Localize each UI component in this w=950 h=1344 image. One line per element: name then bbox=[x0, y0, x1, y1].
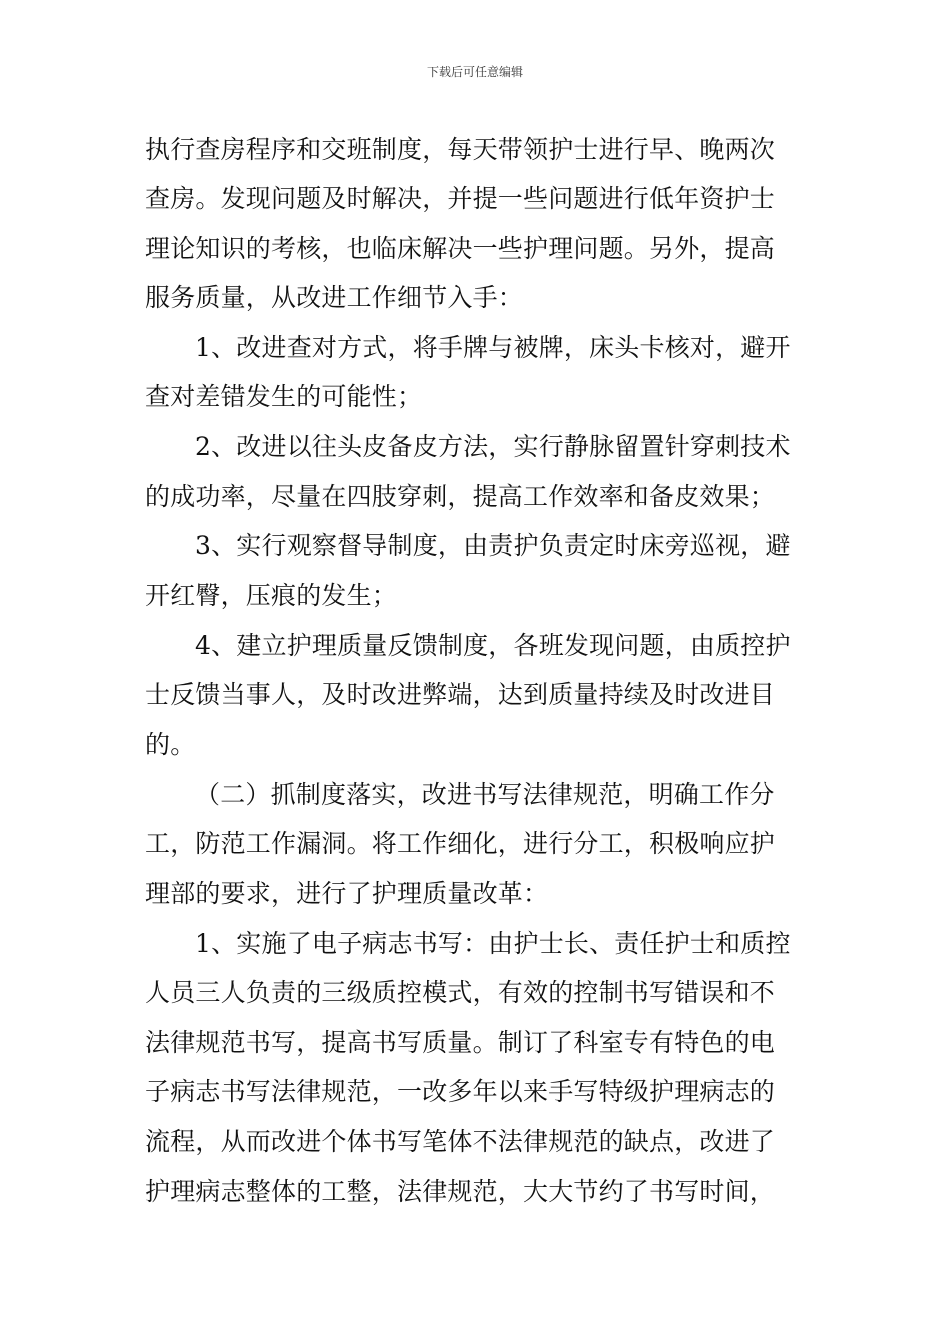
text-line: 士反馈当事人，及时改进弊端，达到质量持续及时改进目 bbox=[145, 680, 776, 709]
page-header: 下载后可任意编辑 bbox=[426, 65, 523, 79]
text-line: 工，防范工作漏洞。将工作细化，进行分工，积极响应护 bbox=[145, 829, 776, 858]
text-line: 开红臀，压痕的发生； bbox=[145, 581, 398, 610]
text-line: 的。 bbox=[145, 730, 196, 759]
text-line: 理部的要求，进行了护理质量改革： bbox=[145, 879, 549, 908]
text-line: 子病志书写法律规范，一改多年以来手写特级护理病志的 bbox=[145, 1077, 776, 1106]
text-line: 3、实行观察督导制度，由责护负责定时床旁巡视，避 bbox=[195, 531, 791, 560]
text-line: 查房。发现问题及时解决，并提一些问题进行低年资护士 bbox=[145, 184, 776, 213]
text-line: 4、建立护理质量反馈制度，各班发现问题，由质控护 bbox=[195, 631, 791, 660]
text-line: 1、改进查对方式，将手牌与被牌，床头卡核对，避开 bbox=[195, 333, 791, 362]
text-line: （二）抓制度落实，改进书写法律规范，明确工作分 bbox=[195, 780, 775, 809]
text-line: 法律规范书写，提高书写质量。制订了科室专有特色的电 bbox=[145, 1028, 776, 1057]
text-line: 理论知识的考核，也临床解决一些护理问题。另外，提高 bbox=[145, 234, 776, 263]
text-line: 执行查房程序和交班制度，每天带领护士进行早、晚两次 bbox=[145, 135, 776, 164]
text-line: 护理病志整体的工整，法律规范，大大节约了书写时间， bbox=[145, 1177, 776, 1206]
text-line: 流程，从而改进个体书写笔体不法律规范的缺点，改进了 bbox=[145, 1127, 776, 1156]
text-line: 查对差错发生的可能性； bbox=[145, 382, 423, 411]
text-line: 1、实施了电子病志书写：由护士长、责任护士和质控 bbox=[195, 929, 791, 958]
text-line: 人员三人负责的三级质控模式，有效的控制书写错误和不 bbox=[145, 978, 776, 1007]
text-line: 2、改进以往头皮备皮方法，实行静脉留置针穿刺技术 bbox=[195, 432, 791, 461]
text-line: 服务质量，从改进工作细节入手： bbox=[145, 283, 524, 312]
text-line: 的成功率，尽量在四肢穿刺，提高工作效率和备皮效果； bbox=[145, 482, 776, 511]
